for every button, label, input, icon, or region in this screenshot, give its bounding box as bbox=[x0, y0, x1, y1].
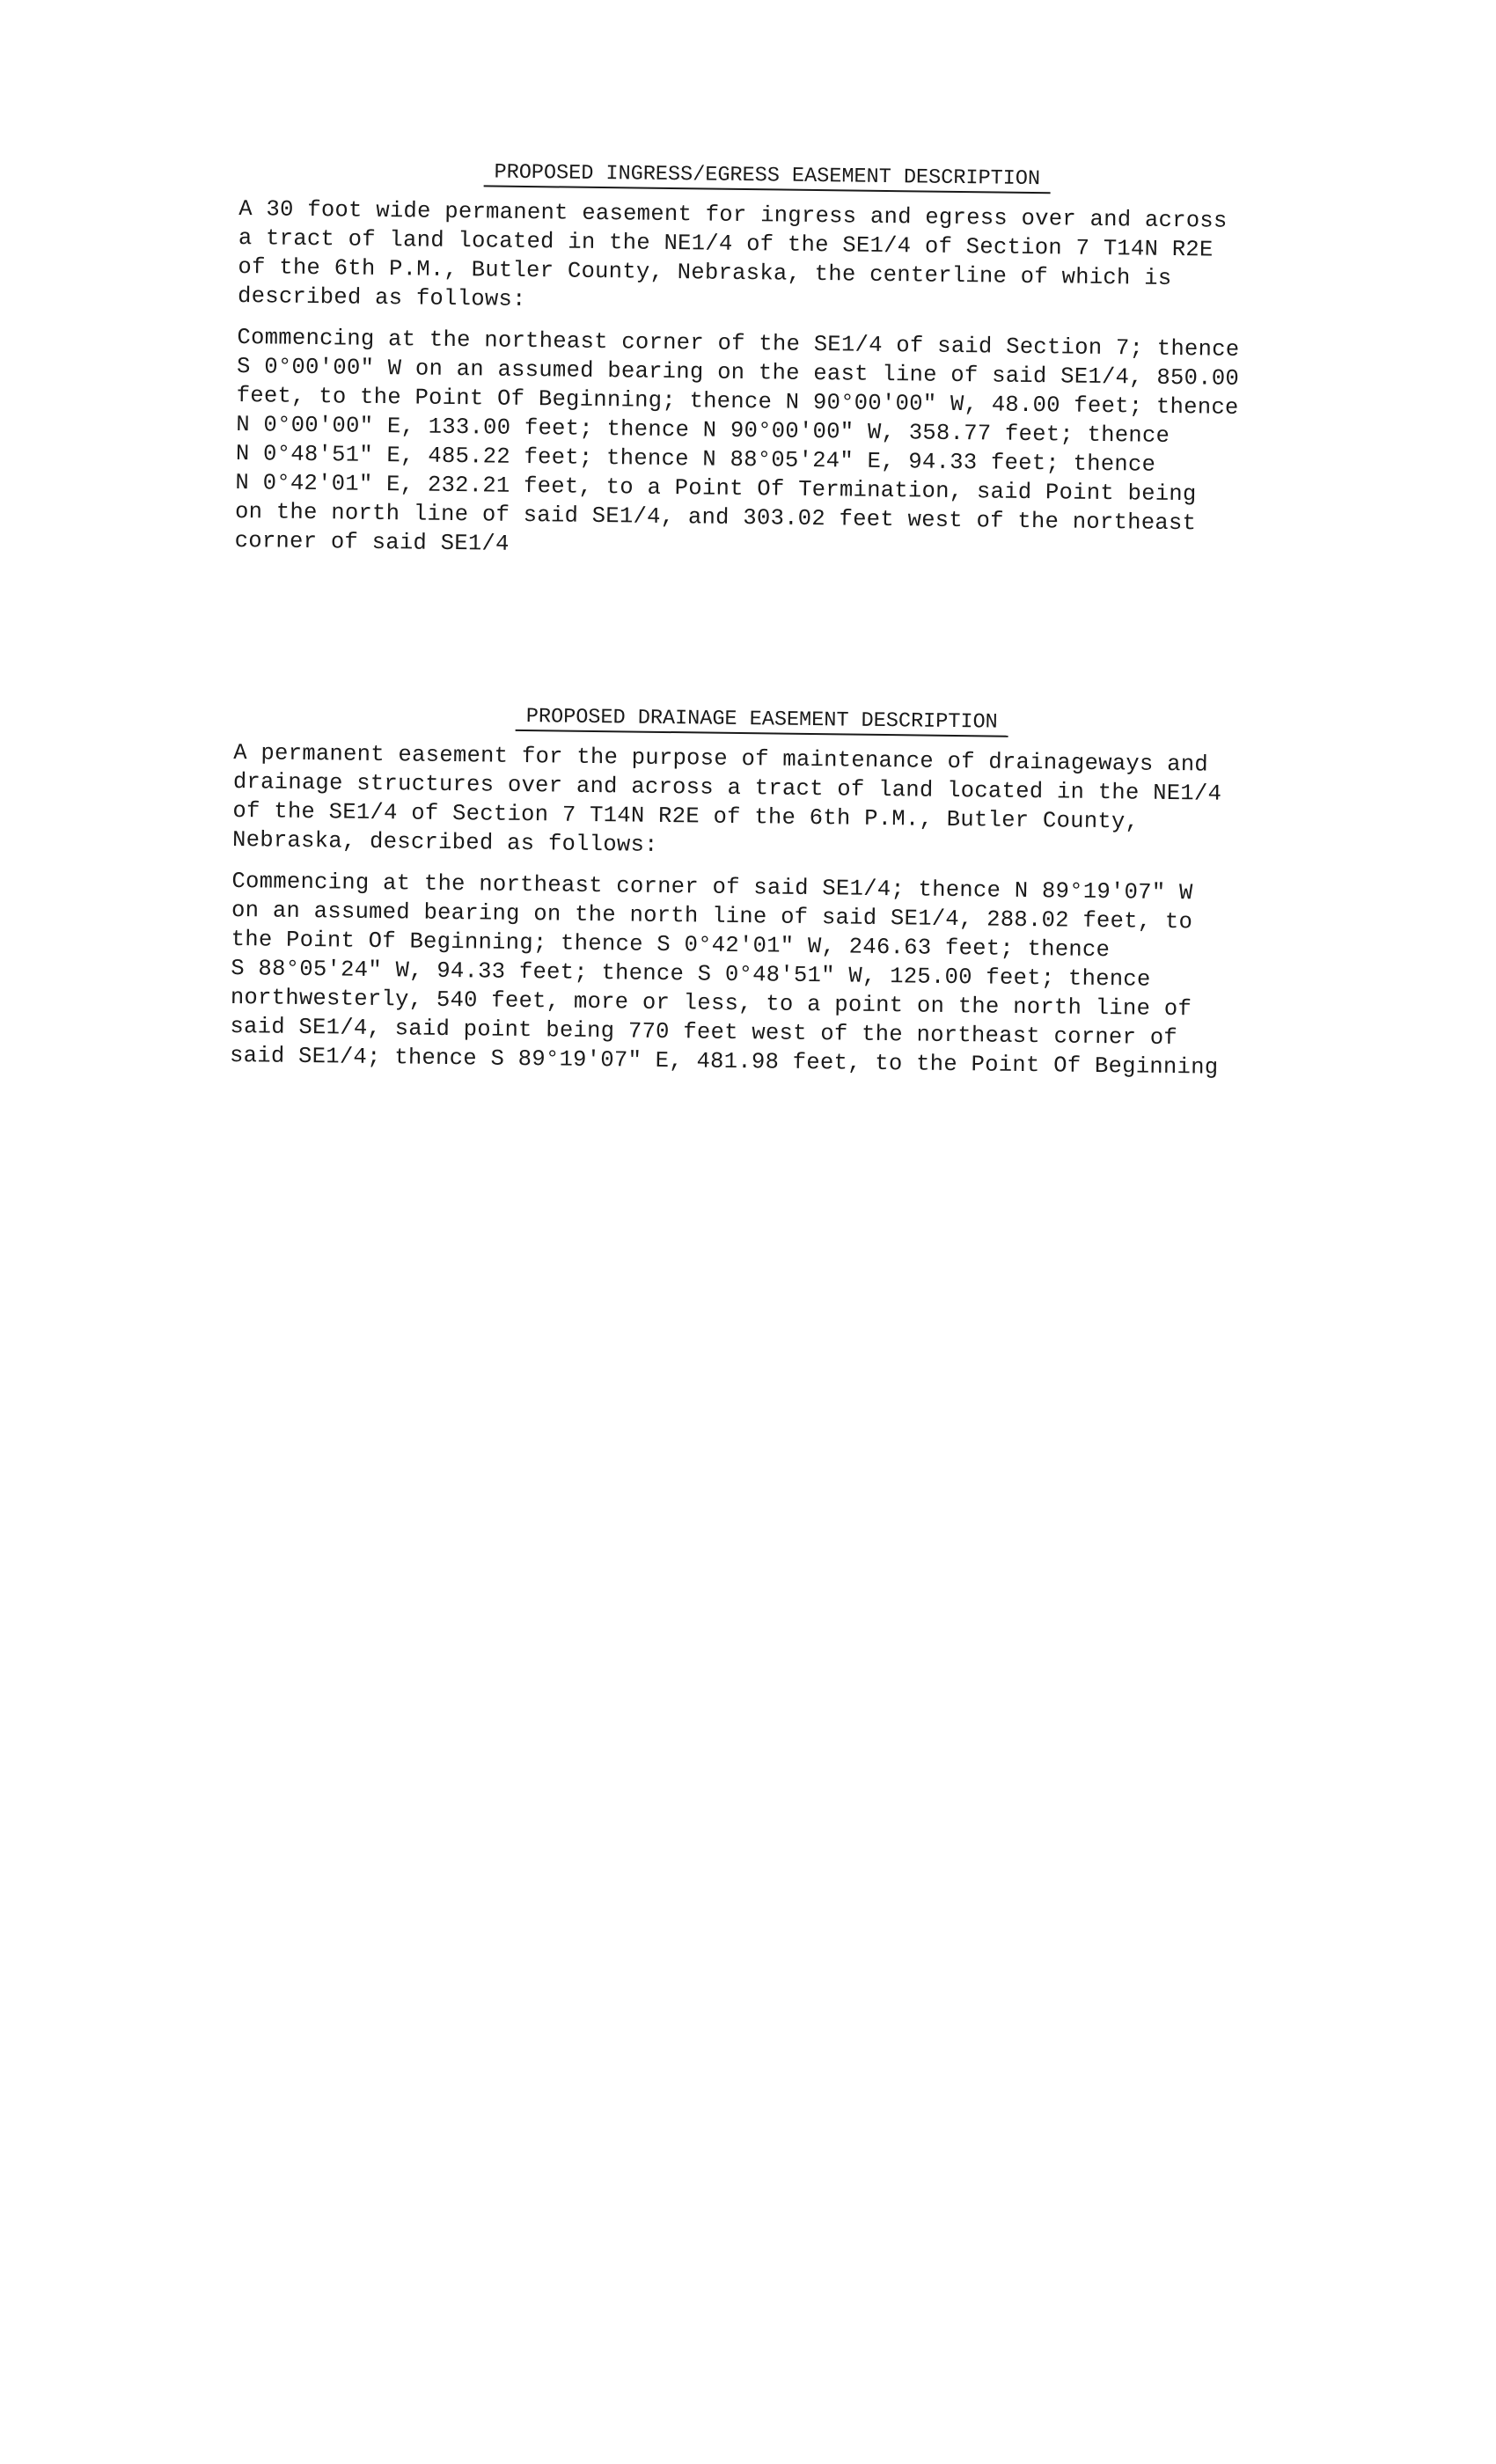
ingress-egress-intro-paragraph: A 30 foot wide permanent easement for ingress and egress over and across a tract of land located in the NE1/4 of the SE1/4 of Section 7 T14N R2E of the 6th P.M., Butler County, Nebraska, the centerline of which is described as follows: bbox=[237, 195, 1228, 312]
ingress-egress-legal-description-paragraph: Commencing at the northeast corner of the SE1/4 of said Section 7; thence S 0°00'00" W on an assumed bearing on the east line of said SE1/4, 850.00 feet, to the Point Of Beginning; thence N 90°00'00" W, 48.00 feet; thence N 0°00'00" E, 133.00 feet; thence N 90°00'00" W, 358.77 feet; thence N 0°48'51" E, 485.22 feet; thence N 88°05'24" E, 94.33 feet; thence N 0°42'01" E, 232.21 feet, to a Point Of Termination, said Point being on the north line of said SE1/4, and 303.02 feet west of the northeast corner of said SE1/4 bbox=[234, 324, 1240, 557]
section-heading bbox=[239, 158, 1295, 197]
ingress-egress-easement-section bbox=[234, 158, 1295, 581]
ingress-egress-heading: PROPOSED INGRESS/EGRESS EASEMENT DESCRIPTION bbox=[483, 161, 1051, 194]
drainage-easement-section bbox=[230, 702, 1290, 1096]
drainage-heading: PROPOSED DRAINAGE EASEMENT DESCRIPTION bbox=[516, 706, 1008, 737]
drainage-intro-paragraph: A permanent easement for the purpose of maintenance of drainageways and drainage structures over and across a tract of land located in the NE1/4 of the SE1/4 of Section 7 T14N R2E of the 6th P.M., Butler County, Nebraska, described as follows: bbox=[231, 739, 1222, 858]
drainage-legal-description-paragraph: Commencing at the northeast corner of said SE1/4; thence N 89°19'07" W on an assumed bearing on the north line of said SE1/4, 288.02 feet, to the Point Of Beginning; thence S 0°42'01" W, 246.63 feet; thence S 88°05'24" W, 94.33 feet; thence S 0°48'51" W, 125.00 feet; thence northwesterly, 540 feet, more or less, to a point on the north line of said SE1/4, said point being 770 feet west of the northeast corner of said SE1/4; thence S 89°19'07" E, 481.98 feet, to the Point Of Beginning bbox=[229, 868, 1219, 1081]
section-heading bbox=[234, 702, 1290, 741]
